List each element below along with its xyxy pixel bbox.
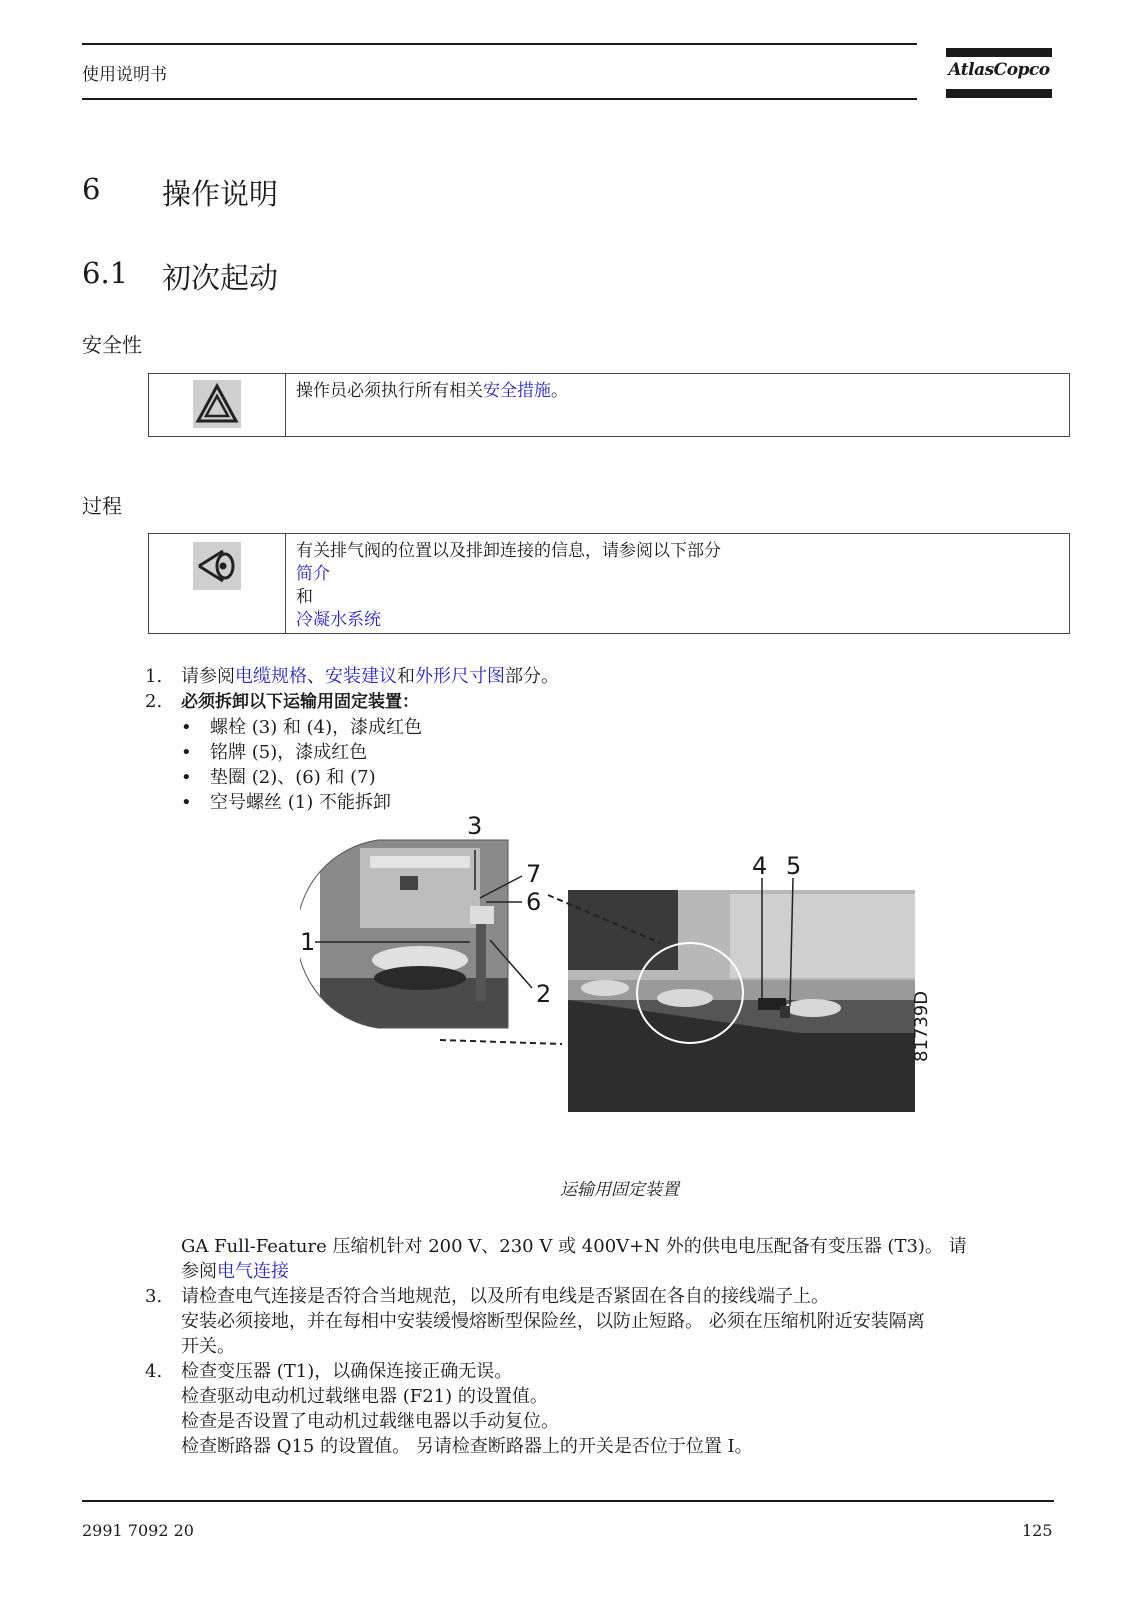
callout-5: 5: [786, 852, 802, 880]
bullet-item: • 螺栓 (3) 和 (4)，漆成红色: [181, 717, 423, 738]
step-3-line: 开关。: [181, 1336, 235, 1357]
procedure-and: 和: [296, 587, 313, 607]
step-4-line: 检查断路器 Q15 的设置值。 另请检查断路器上的开关是否位于位置 I。: [181, 1436, 753, 1457]
callout-3: 3: [467, 812, 483, 840]
installation-proposal-link[interactable]: 安装建议: [325, 666, 397, 687]
step-1-pre: 请参阅: [181, 666, 235, 687]
header-bottom-rule: [82, 98, 917, 100]
bullet-item: • 铭牌 (5)，漆成红色: [181, 742, 368, 763]
step-1: [145, 664, 1045, 689]
bullet-item: • 垫圈 (2)、(6) 和 (7): [181, 767, 376, 788]
eye-icon: [193, 542, 241, 590]
step-3: [145, 1284, 1065, 1359]
callout-4: 4: [752, 852, 768, 880]
section-number: 6.1: [82, 256, 129, 290]
dimension-drawing-link[interactable]: 外形尺寸图: [415, 666, 505, 687]
footer-page-number: 125: [1022, 1521, 1053, 1540]
warning-triangle-icon: [193, 380, 241, 428]
bullet-text: 螺栓 (3) 和 (4)，漆成红色: [210, 717, 423, 738]
callout-1: 1: [300, 928, 316, 956]
electrical-connections-link[interactable]: 电气连接: [217, 1261, 289, 1282]
figure-code: 81739D: [911, 990, 932, 1062]
procedure-note-text: [286, 534, 731, 633]
bullet-text: 垫圈 (2)、(6) 和 (7): [210, 767, 376, 788]
step-2: [145, 689, 1045, 715]
steps-list-top: [145, 664, 1045, 815]
step-1-and: 和: [397, 666, 415, 687]
chapter-number: 6: [82, 172, 101, 206]
header-top-rule: [82, 43, 917, 45]
bullet-text: 铭牌 (5)，漆成红色: [210, 742, 368, 763]
steps-list-bottom: [145, 1284, 1065, 1459]
transport-securing-figure: [300, 812, 970, 1148]
step-4-line: 检查驱动电动机过载继电器 (F21) 的设置值。: [181, 1386, 548, 1407]
atlas-copco-logo: [946, 48, 1052, 100]
footer-rule: [82, 1500, 1054, 1502]
procedure-note-box: [148, 533, 1070, 634]
bullet-item: • 空号螺丝 (1) 不能拆卸: [181, 792, 391, 813]
procedure-heading: 过程: [82, 494, 122, 518]
figure-caption: 运输用固定装置: [560, 1180, 679, 1200]
step-3-line: 请检查电气连接是否符合当地规范，以及所有电线是否紧固在各自的接线端子上。: [181, 1286, 829, 1307]
footer-doc-number: 2991 7092 20: [82, 1521, 194, 1540]
procedure-line1: 有关排气阀的位置以及排卸连接的信息，请参阅以下部分: [296, 541, 721, 561]
logo-text: AtlasCopco: [948, 60, 1050, 80]
header-label: 使用说明书: [82, 65, 167, 85]
callout-6: 6: [526, 888, 542, 916]
refer-text: 参阅: [181, 1261, 217, 1282]
figure-drawing: [300, 828, 970, 1148]
chapter-title: 操作说明: [162, 177, 279, 211]
safety-text-pre: 操作员必须执行所有相关: [296, 381, 483, 401]
cable-spec-link[interactable]: 电缆规格: [235, 666, 307, 687]
safety-measures-link[interactable]: 安全措施: [483, 381, 551, 401]
safety-note-box: [148, 373, 1070, 437]
section-title: 初次起动: [162, 261, 279, 295]
step-2-text: 必须拆卸以下运输用固定装置：: [181, 692, 419, 712]
step-1-sep: 、: [307, 666, 325, 687]
callout-2: 2: [536, 980, 552, 1008]
step-3-number: 3.: [145, 1286, 163, 1307]
safety-heading: 安全性: [82, 333, 142, 357]
condensate-system-link[interactable]: 冷凝水系统: [296, 610, 381, 630]
safety-text-post: 。: [551, 381, 568, 401]
step-1-number: 1.: [145, 666, 163, 687]
safety-note-text: [286, 374, 578, 436]
transformer-note-line1: GA Full-Feature 压缩机针对 200 V、230 V 或 400V+N 外的供电电压配备有变压器 (T3)。 请: [181, 1236, 967, 1257]
step-4: [145, 1359, 1065, 1459]
step-3-line: 安装必须接地，并在每相中安装缓慢熔断型保险丝，以防止短路。 必须在压缩机附近安装隔离: [181, 1311, 925, 1332]
step-4-number: 4.: [145, 1361, 163, 1382]
bullet-text: 空号螺丝 (1) 不能拆卸: [210, 792, 391, 813]
transformer-note-line2: [181, 1259, 1061, 1284]
step-4-line: 检查变压器 (T1)，以确保连接正确无误。: [181, 1361, 513, 1382]
step-4-line: 检查是否设置了电动机过载继电器以手动复位。: [181, 1411, 559, 1432]
introduction-link[interactable]: 简介: [296, 564, 330, 584]
step-2-number: 2.: [145, 691, 163, 712]
callout-7: 7: [526, 860, 542, 888]
transformer-note: [145, 1234, 1061, 1284]
step-1-post: 部分。: [505, 666, 559, 687]
